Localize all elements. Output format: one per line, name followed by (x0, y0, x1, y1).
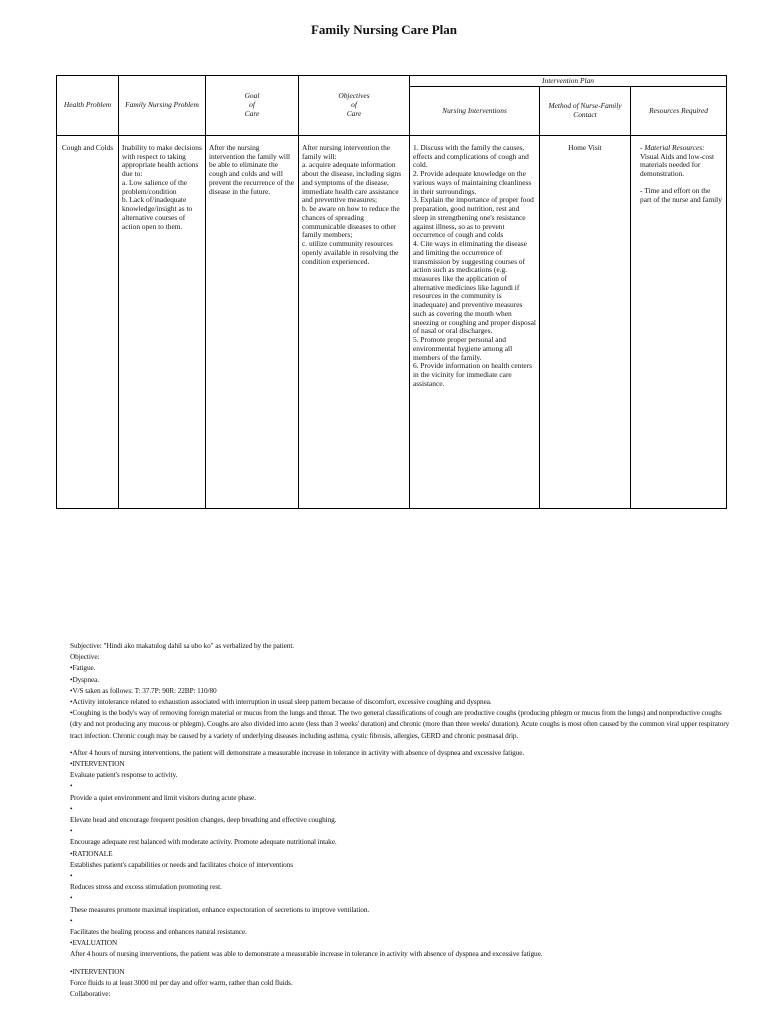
header-family-nursing-problem: Family Nursing Problem (119, 76, 206, 136)
note-line: Evaluate patient's response to activity. (70, 770, 178, 780)
table-row (57, 136, 727, 509)
cell-resources-required: - Material Resources: Visual Aids and low-cost materials needed for demonstration. - Time and effort on the part of the nurse and family (631, 136, 727, 509)
header-objectives: Objectives of Care (299, 76, 410, 136)
note-line: •INTERVENTION (70, 759, 125, 769)
header-intervention-plan: Intervention Plan (410, 76, 727, 87)
assessment-notes (70, 640, 730, 999)
header-resources-required: Resources Required (631, 87, 727, 136)
note-line: • (70, 803, 73, 813)
note-line: Collaborative: (70, 989, 111, 999)
note-line: Force fluids to at least 3000 ml per day and offer warm, rather than cold fluids. (70, 977, 293, 987)
note-line: These measures promote maximal inspiration, enhance expectoration of secretions to improve ventilation. (70, 904, 370, 914)
note-line: Elevate head and encourage frequent position changes, deep breathing and effective coughing. (70, 815, 337, 825)
note-line: • (70, 915, 73, 925)
note-line: After 4 hours of nursing interventions, the patient was able to demonstrate a measurable increase in tolerance in activity with absence of dyspnea and excessive fatigue. (70, 949, 543, 959)
note-line: •Activity intolerance related to exhaustion associated with interruption in usual sleep pattern because of discomfort, excessive coughing and dyspnea. (70, 697, 492, 707)
note-line: •EVALUATION (70, 938, 118, 948)
note-line: Provide a quiet environment and limit visitors during acute phase. (70, 792, 256, 802)
note-line: •Dyspnea. (70, 674, 100, 684)
care-plan-table (56, 75, 727, 509)
header-nursing-interventions: Nursing Interventions (410, 87, 540, 136)
cell-family-nursing-problem: Inability to make decisions with respect to taking appropriate health actions due to: a. Low salience of the problem/condition b. Lack of/inadequate knowledge/insight as to alternative courses of action open to them. (119, 136, 206, 509)
cell-goal: After the nursing intervention the family will be able to eliminate the cough and colds and will prevent the recurrence of the disease in the future. (206, 136, 299, 509)
note-line: Reduces stress and excess stimulation promoting rest. (70, 882, 222, 892)
note-line: • (70, 871, 73, 881)
note-line: •INTERVENTION (70, 966, 125, 976)
cell-objectives: After nursing intervention the family will: a. acquire adequate information about the disease, including signs and symptoms of the disease, immediate health care assistance and preventive measures; b. be aware on how to reduce the chances of spreading communicable diseases to other family members; c. utilize community resources openly available in resolving the condition experienced. (299, 136, 410, 509)
note-line: • (70, 893, 73, 903)
note-line: •V/S taken as follows: T: 37.7P: 90R: 22BP: 110/80 (70, 685, 217, 695)
note-line: • (70, 781, 73, 791)
note-line: Encourage adequate rest balanced with moderate activity. Promote adequate nutritional intake. (70, 837, 337, 847)
note-line: Subjective: "Hindi ako makatulog dahil sa ubo ko" as verbalized by the patient. (70, 641, 295, 650)
note-line: Objective: (70, 652, 100, 662)
page-title: Family Nursing Care Plan (310, 22, 457, 37)
header-health-problem: Health Problem (57, 76, 119, 136)
header-goal: Goal of Care (206, 76, 299, 136)
note-line: Establishes patient's capabilities or needs and facilitates choice of interventions (70, 859, 293, 869)
note-paragraph: •Coughing is the body's way of removing foreign material or mucus from the lungs and throat. The two general classifications of cough are productive coughs (producing phlegm or mucus from the lungs) and nonproductive coughs (dry and not producing any mucous or phlegm). Coughs are also divided into acute (less than 3 weeks' duration) and chronic (more than three weeks' duration). Acute coughs is most often caused by the common viral upper respiratory tract infection. Chronic cough may be caused by a variety of underlying diseases including asthma, cystic fibrosis, allergies, GERD and chronic postnasal drip. (70, 708, 730, 740)
cell-health-problem: Cough and Colds (57, 136, 119, 509)
header-method-of-contact: Method of Nurse-Family Contact (540, 87, 631, 136)
note-line: •After 4 hours of nursing interventions, the patient will demonstrate a measurable increase in tolerance in activity with absence of dyspnea and excessive fatigue. (70, 747, 525, 757)
note-line: Facilitates the healing process and enhances natural resistance. (70, 927, 247, 937)
note-line: •RATIONALE (70, 848, 113, 858)
note-line: •Fatigue. (70, 663, 96, 673)
note-line: • (70, 826, 73, 836)
cell-nursing-interventions: 1. Discuss with the family the causes, effects and complications of cough and cold. 2. Provide adequate knowledge on the various ways of maintaining cleanliness in their surroundings. 3. Explain the importance of proper food preparation, good nutrition, rest and sleep in strengthening one's resistance against illness, so as to prevent occurrence of cough and colds 4. Cite ways in eliminating the disease and limiting the occurrence of transmission by suggesting courses of action such as medications (e.g. measures like the application of alternative medicines like lagundi if resources in the community is inadequate) and preventive measures such as covering the mouth when sneezing or coughing and proper disposal of nasal or oral discharges. 5. Promote proper personal and environmental hygiene among all members of the family. 6. Provide information on health centers in the vicinity for immediate care assistance. (410, 136, 540, 509)
cell-method-of-contact: Home Visit (540, 136, 631, 509)
